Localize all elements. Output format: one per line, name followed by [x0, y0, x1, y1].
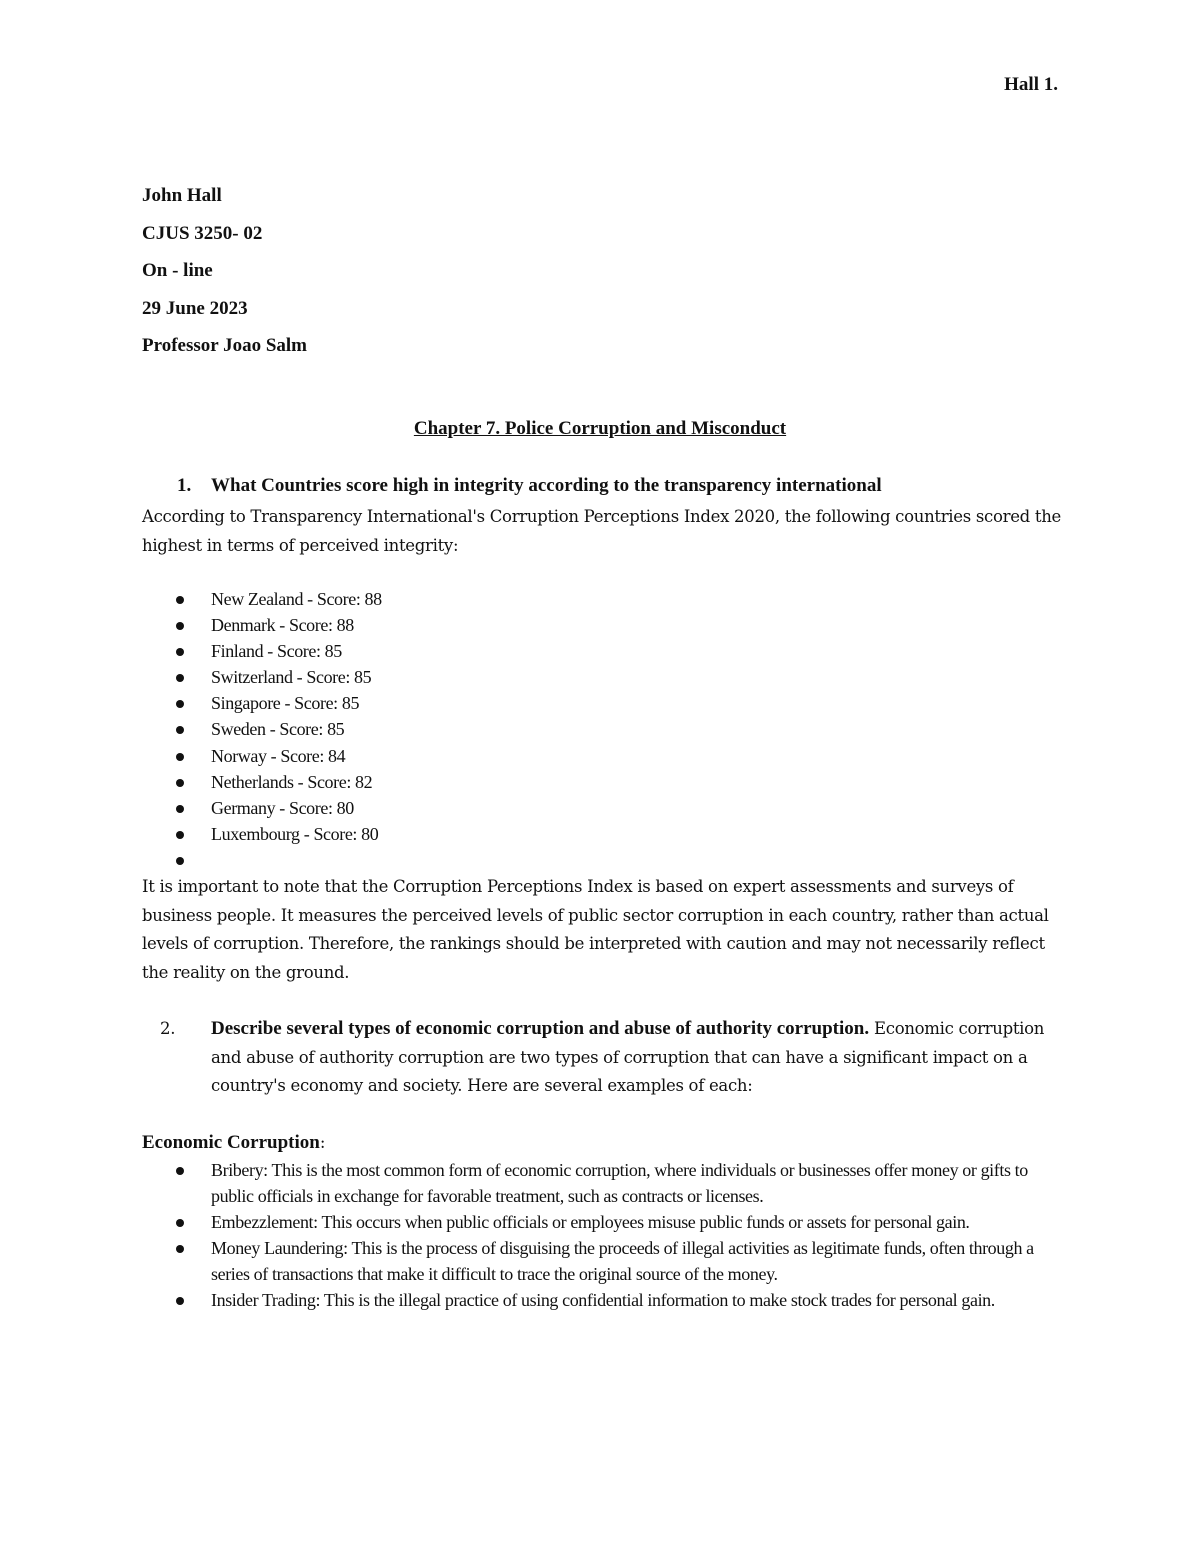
list-item-text: Denmark - Score: 88 — [211, 615, 354, 636]
list-item-text: New Zealand - Score: 88 — [211, 589, 382, 609]
economic-corruption-heading — [142, 1131, 325, 1154]
bullet-icon — [176, 1297, 184, 1305]
bullet-icon — [176, 805, 184, 813]
bullet-icon — [176, 648, 184, 656]
list-item-text: Singapore - Score: 85 — [211, 693, 360, 714]
cpi-caveat-paragraph: It is important to note that the Corruption Perceptions Index is based on expert assessments and surveys of business people. It measures the perceived levels of public sector corruption in each country, rather than actual levels of corruption. Therefore, the rankings should be interpreted with caution and may not necessarily reflect the reality on the ground. — [142, 877, 1049, 982]
bullet-icon — [176, 674, 184, 682]
bullet-icon — [176, 700, 184, 708]
question-2-paragraph — [160, 1015, 1060, 1101]
list-item — [170, 612, 382, 638]
list-item-text: Luxembourg - Score: 80 — [211, 823, 379, 844]
list-item-text: Switzerland - Score: 85 — [211, 667, 372, 688]
list-item — [170, 1287, 1050, 1313]
list-item-text: Netherlands - Score: 82 — [211, 771, 373, 792]
question-1-number: 1. — [177, 475, 192, 496]
list-item — [170, 638, 382, 664]
list-item — [170, 769, 382, 795]
list-item — [170, 743, 382, 769]
list-item — [170, 716, 382, 742]
list-item-text: Money Laundering: This is the process of disguising the proceeds of illegal activities as legitimate funds, often through a series of transactions that make it difficult to trace the original source of the money. — [211, 1238, 1034, 1284]
list-item-text: Norway - Score: 84 — [211, 745, 346, 766]
list-item-text: Finland - Score: 85 — [211, 641, 342, 662]
list-item — [170, 795, 382, 821]
question-1-heading — [177, 475, 882, 497]
bullet-icon — [176, 726, 184, 734]
bullet-icon — [176, 857, 184, 865]
page-header: Hall 1. — [1004, 74, 1058, 95]
list-item-text: Bribery: This is the most common form of economic corruption, where individuals or businesses offer money or gifts to public officials in exchange for favorable treatment, such as contracts or licenses. — [211, 1160, 1028, 1206]
economic-corruption-list — [170, 1157, 1050, 1313]
heading-colon: : — [319, 1133, 326, 1152]
course-code: CJUS 3250- 02 — [142, 222, 263, 244]
list-item — [170, 1235, 1050, 1287]
list-item — [170, 690, 382, 716]
list-item-text: Insider Trading: This is the illegal practice of using confidential information to make stock trades for personal gain. — [211, 1290, 995, 1310]
bullet-icon — [176, 779, 184, 787]
chapter-title: Chapter 7. Police Corruption and Misconduct — [413, 418, 787, 439]
list-item — [170, 847, 382, 873]
list-item — [170, 664, 382, 690]
question-1-intro: According to Transparency International's Corruption Perceptions Index 2020, the following countries scored the highest in terms of perceived integrity: — [142, 507, 1061, 555]
bullet-icon — [176, 622, 184, 630]
country-score-list — [170, 586, 382, 873]
bullet-icon — [176, 753, 184, 761]
course-format: On - line — [142, 260, 213, 281]
question-2-title: Describe several types of economic corruption and abuse of authority corruption. — [211, 1018, 870, 1039]
list-item — [170, 821, 382, 847]
list-item — [170, 1209, 1050, 1235]
bullet-icon — [176, 1219, 184, 1227]
economic-corruption-title: Economic Corruption — [142, 1132, 320, 1153]
author-block — [142, 183, 307, 371]
bullet-icon — [176, 1245, 184, 1253]
bullet-icon — [176, 596, 184, 604]
bullet-icon — [176, 1167, 184, 1175]
bullet-icon — [176, 831, 184, 839]
author-name: John Hall — [142, 185, 222, 206]
professor-name: Professor Joao Salm — [142, 335, 308, 356]
question-1-text: What Countries score high in integrity according to the transparency international — [211, 475, 882, 496]
list-item-text: Sweden - Score: 85 — [211, 719, 345, 740]
list-item — [170, 586, 382, 612]
question-2-number: 2. — [160, 1019, 176, 1038]
list-item-text: Germany - Score: 80 — [211, 797, 354, 818]
list-item — [170, 1157, 1050, 1209]
submission-date: 29 June 2023 — [142, 297, 248, 319]
list-item-text: Embezzlement: This occurs when public officials or employees misuse public funds or assets for personal gain. — [211, 1212, 970, 1232]
question-2-body: Economic corruption and abuse of authority corruption are two types of corruption that can have a significant impact on a country's economy and society. Here are several examples of each: — [211, 1019, 1045, 1095]
